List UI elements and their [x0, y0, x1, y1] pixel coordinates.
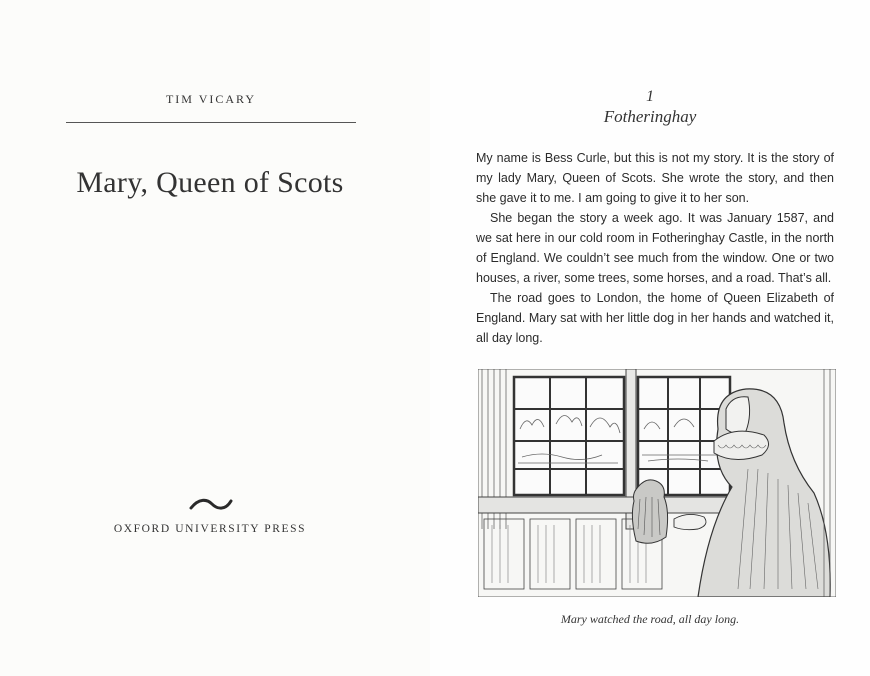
- chapter-page: [430, 0, 870, 676]
- illustration-caption: Mary watched the road, all day long.: [560, 612, 740, 626]
- chapter-number: 1: [646, 88, 654, 105]
- chapter-body: [476, 148, 834, 348]
- chapter-title: Fotheringhay: [603, 107, 697, 126]
- book-title: Mary, Queen of Scots: [76, 166, 344, 199]
- paragraph: The road goes to London, the home of Queen Elizabeth of England. Mary sat with her little dog in her hands and watched it, all day long.: [476, 291, 834, 345]
- title-page: [0, 0, 430, 676]
- publisher-swash-icon: [189, 497, 233, 513]
- paragraph: She began the story a week ago. It was January 1587, and we sat here in our cold room in Fotheringhay Castle, in the north of England. We couldn’t see much from the window. One or two houses, a river, some trees, some horses, and a road. That’s all.: [476, 211, 834, 285]
- author-name: TIM VICARY: [165, 92, 257, 106]
- paragraph: My name is Bess Curle, but this is not my story. It is the story of my lady Mary, Queen of Scots. She wrote the story, and then she gave it to me. I am going to give it to her son.: [476, 151, 834, 205]
- title-rule: [66, 122, 356, 123]
- publisher-name: OXFORD UNIVERSITY PRESS: [113, 523, 307, 535]
- mary-at-window-illustration: [478, 369, 836, 597]
